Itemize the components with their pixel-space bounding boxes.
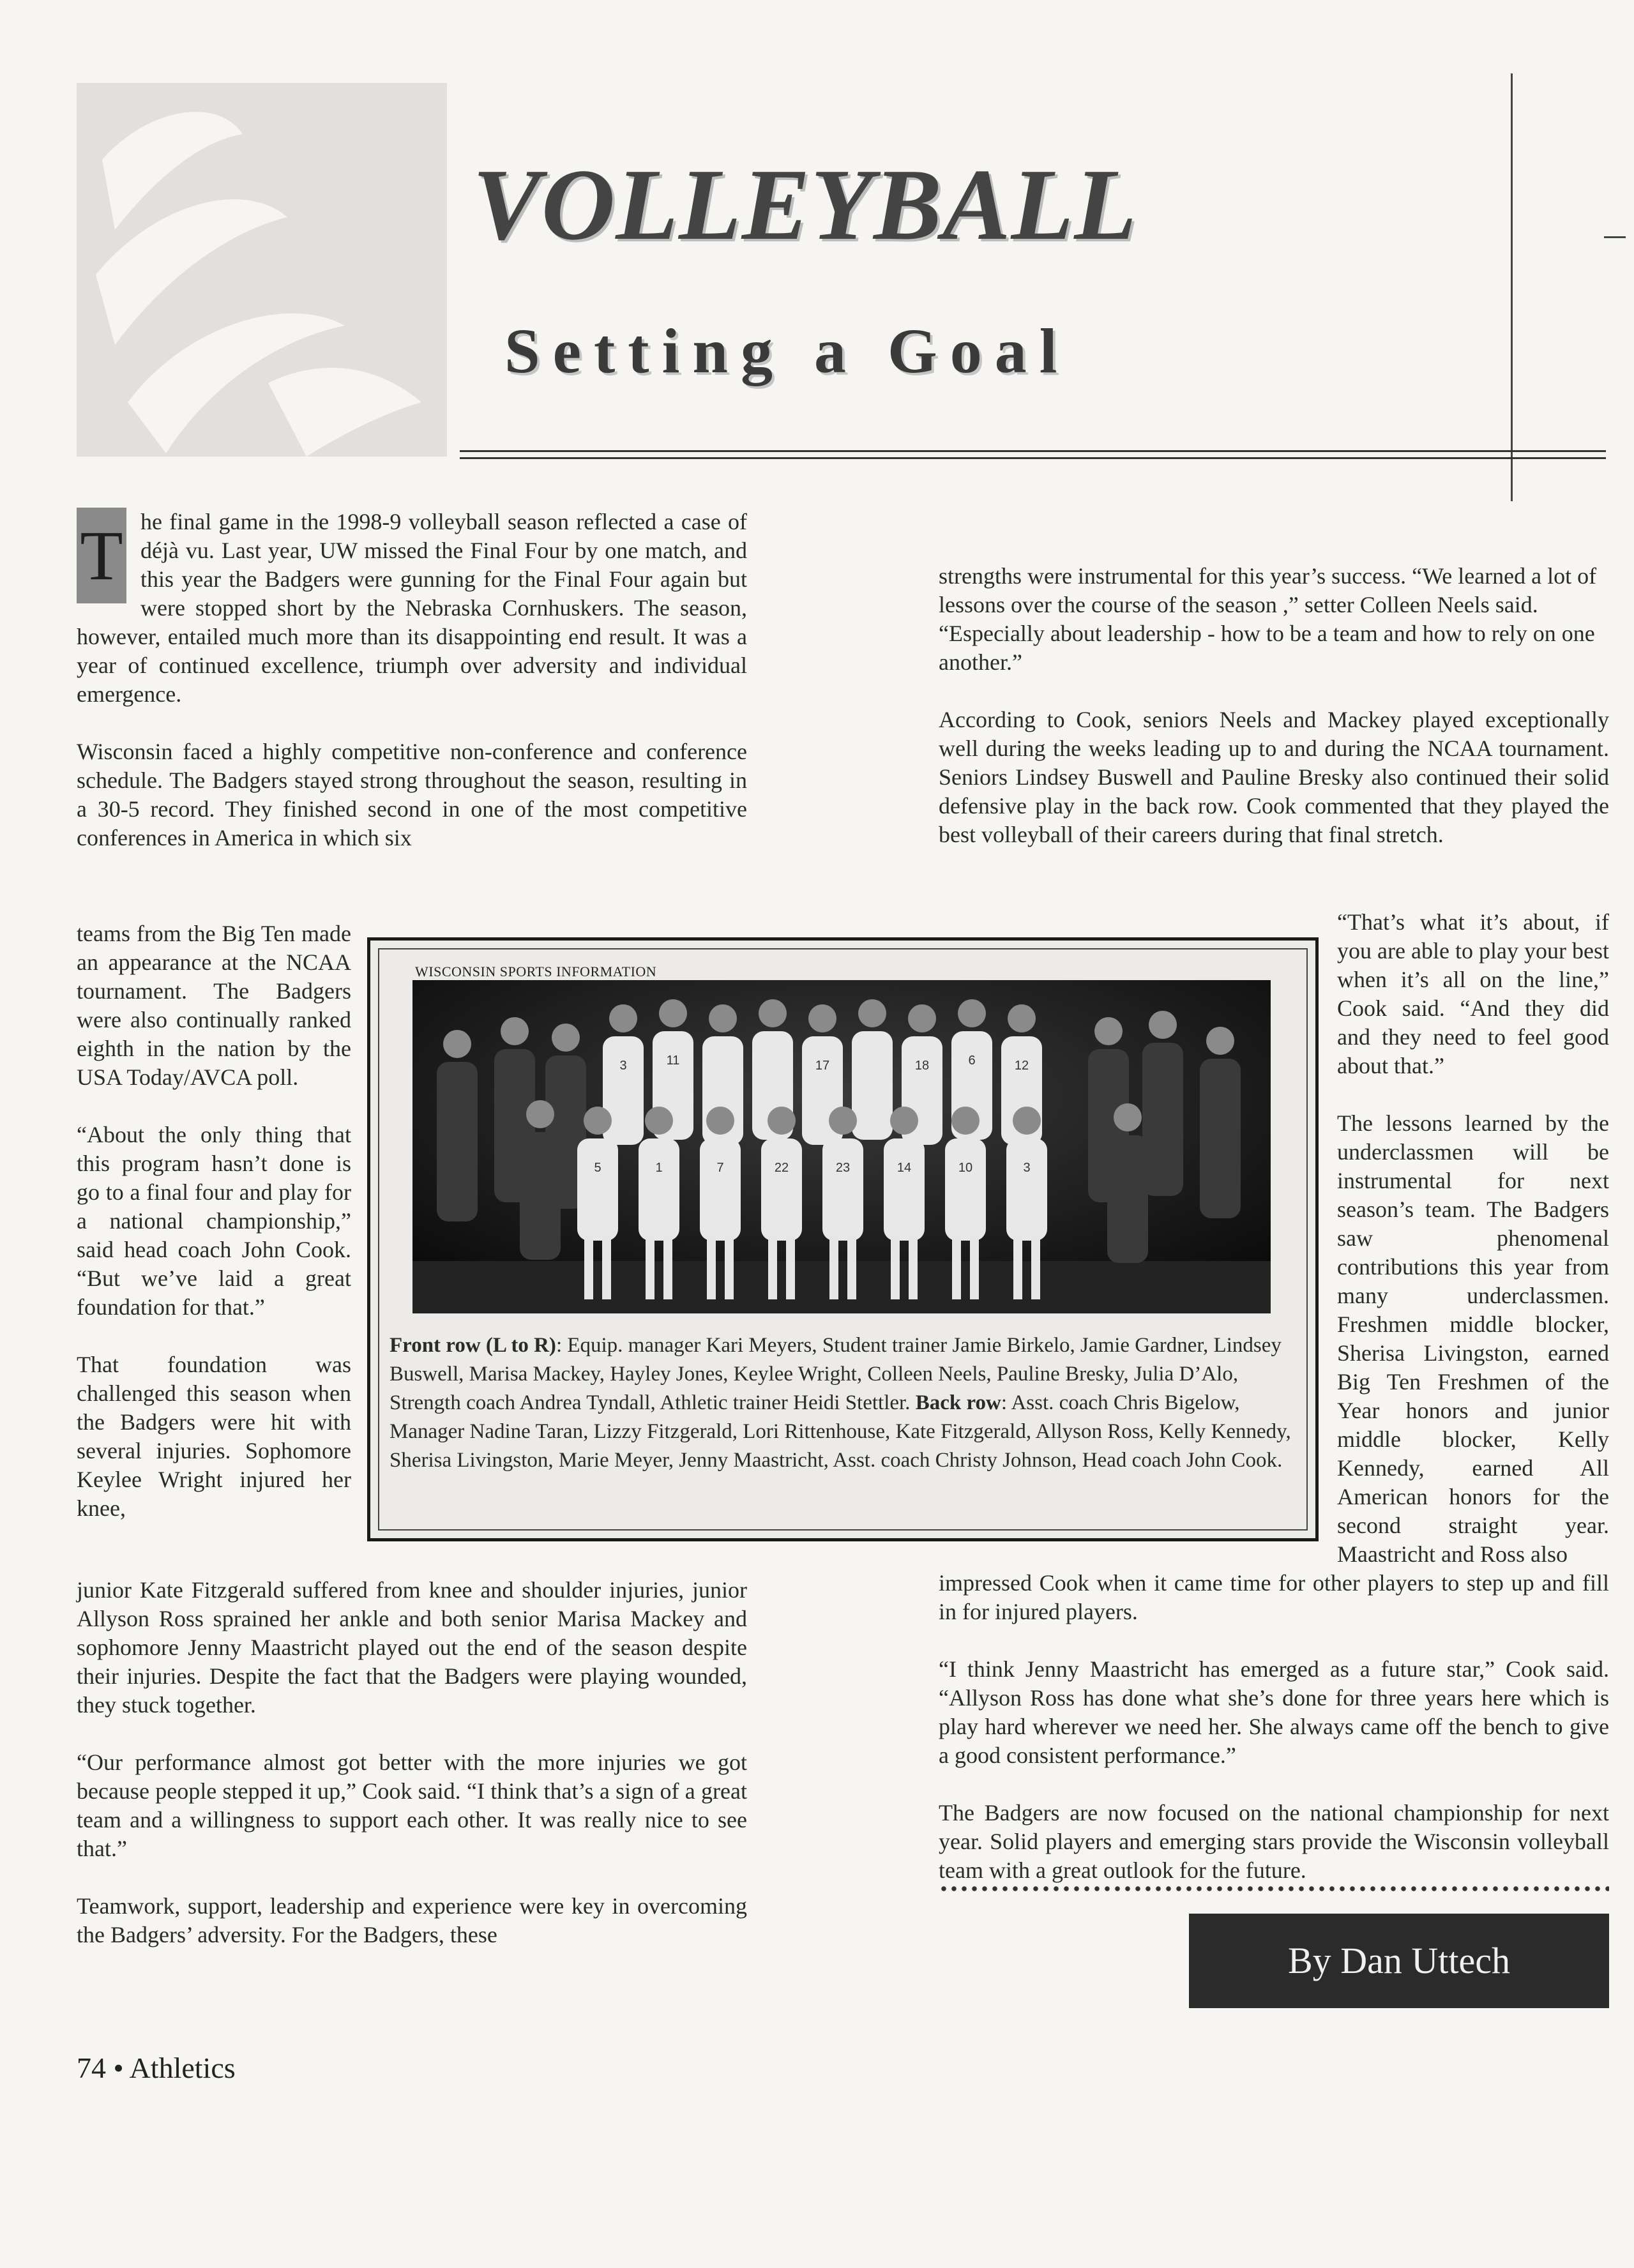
sock xyxy=(1013,1236,1022,1299)
jersey-number: 10 xyxy=(958,1161,973,1175)
jersey-number: 7 xyxy=(716,1161,724,1175)
article-right-bottom xyxy=(939,1569,1609,1914)
divider-tick xyxy=(1604,236,1626,238)
article-paragraph: “Our performance almost got better with the more injuries we got because people stepped it up,” Cook said. “I think that’s a sign of a great team and a willingness to support each other. It was really nice to see that.” xyxy=(77,1750,747,1861)
team-photo-image xyxy=(412,980,1271,1313)
dotted-rule xyxy=(939,1886,1609,1892)
team-photo-box xyxy=(367,937,1319,1541)
jersey-number: 22 xyxy=(774,1161,789,1175)
article-paragraph: The Badgers are now focused on the national championship for next year. Solid players and emerging stars provide the Wisconsin volleyball team with a great outlook for the future. xyxy=(939,1800,1609,1883)
page-footer: 74 • Athletics xyxy=(77,2052,236,2084)
jersey-number: 12 xyxy=(1014,1059,1029,1073)
article-paragraph: Wisconsin faced a highly competitive non-conference and conference schedule. The Badgers stayed strong throughout the season, resulting in a 30-5 record. They finished second in one of the most competitive conferences in America in which six xyxy=(77,739,747,850)
article-right-narrow xyxy=(1337,908,1609,1569)
sock xyxy=(829,1236,838,1299)
drop-cap: T xyxy=(77,508,126,603)
sock xyxy=(891,1236,900,1299)
article-paragraph: “I think Jenny Maastricht has emerged as a future star,” Cook said. “Allyson Ross has done what she’s done for three years here which is play hard wherever we need her. She always came off the bench to give a good consistent performance.” xyxy=(939,1656,1609,1768)
sock xyxy=(602,1236,611,1299)
sock xyxy=(646,1236,654,1299)
article-left-bottom xyxy=(77,1576,747,1978)
jersey-number: 18 xyxy=(914,1059,930,1073)
caption-front-text: : Equip. manager Kari Meyers, Student trainer Jamie Birkelo, Jamie Gardner, Lindsey Buswell, Marisa Mackey, Hayley Jones, Keylee Wright, Colleen Neels, Pauline Bresky, Julia D’Alo, Strength coach Andrea Tyndall, Athletic trainer Heidi Stettler. xyxy=(390,1334,1282,1414)
jersey-number: 1 xyxy=(655,1161,663,1175)
jersey-number: 17 xyxy=(815,1059,830,1073)
article-left-column xyxy=(77,508,747,881)
article-paragraph: impressed Cook when it came time for other players to step up and fill in for injured players. xyxy=(939,1570,1609,1624)
paw-print-graphic xyxy=(77,83,447,457)
jersey-number: 23 xyxy=(835,1161,851,1175)
article-paragraph: he final game in the 1998-9 volleyball season reflected a case of déjà vu. Last year, UW missed the Final Four by one match, and this year the Badgers were gunning for the Final Four again but were stopped short by the Nebraska Cornhuskers. The season, however, entailed much more than its disappointing end result. It was a year of continued excellence, triumph over adversity and individual emergence. xyxy=(77,509,747,707)
page-title: VOLLEYBALL xyxy=(473,147,1138,261)
photo-caption xyxy=(390,1331,1296,1475)
sock xyxy=(663,1236,672,1299)
jersey-number: 3 xyxy=(619,1059,627,1073)
article-paragraph: teams from the Big Ten made an appearance at the NCAA tournament. The Badgers were also continually ranked eighth in the nation by the USA Today/AVCA poll. xyxy=(77,921,351,1090)
article-paragraph: According to Cook, seniors Neels and Mackey played exceptionally well during the weeks leading up to and during the NCAA tournament. Seniors Lindsey Buswell and Pauline Bresky also continued their solid defensive play in the back row. Cook commented that they played the best volleyball of their careers during that final stretch. xyxy=(939,707,1609,847)
photo-credit: WISCONSIN SPORTS INFORMATION xyxy=(415,964,657,979)
sock xyxy=(909,1236,918,1299)
article-paragraph: Teamwork, support, leadership and experience were key in overcoming the Badgers’ adversity. For the Badgers, these xyxy=(77,1893,747,1947)
sock xyxy=(847,1236,856,1299)
article-left-narrow xyxy=(77,919,351,1523)
article-paragraph: junior Kate Fitzgerald suffered from knee and shoulder injuries, junior Allyson Ross sprained her ankle and both senior Marisa Mackey and sophomore Jenny Maastricht played out the end of the season despite their injuries. Despite the fact that the Badgers were playing wounded, they stuck together. xyxy=(77,1577,747,1718)
sock xyxy=(970,1236,979,1299)
jersey-number: 6 xyxy=(968,1054,976,1068)
jersey-number: 11 xyxy=(666,1054,680,1068)
jersey-number: 3 xyxy=(1023,1161,1031,1175)
divider-vertical xyxy=(1511,73,1513,501)
divider-rule xyxy=(460,450,1606,452)
article-paragraph: That foundation was challenged this season when the Badgers were hit with several injuries. Sophomore Keylee Wright injured her knee, xyxy=(77,1352,351,1521)
sock xyxy=(1031,1236,1040,1299)
divider-rule xyxy=(460,457,1606,459)
jersey-number: 5 xyxy=(594,1161,601,1175)
caption-front-label: Front row (L to R) xyxy=(390,1334,556,1357)
sock xyxy=(725,1236,734,1299)
sock xyxy=(952,1236,961,1299)
article-paragraph: strengths were instrumental for this year’s success. “We learned a lot of lessons over the course of the season ,” setter Colleen Neels said. “Especially about leadership - how to be a team and how to rely on one another.” xyxy=(939,563,1597,675)
article-paragraph: “About the only thing that this program hasn’t done is go to a final four and play for a national championship,” said head coach John Cook. “But we’ve laid a great foundation for that.” xyxy=(77,1122,351,1320)
article-paragraph: “That’s what it’s about, if you are able to play your best when it’s all on the line,” Cook said. “And they did and they need to feel good about that.” xyxy=(1337,909,1609,1078)
sock xyxy=(768,1236,777,1299)
article-right-column xyxy=(939,562,1609,878)
article-paragraph: The lessons learned by the underclassmen will be instrumental for next season’s team. The Badgers saw phenomenal contributions this year from many underclassmen. Freshmen middle blocker, Sherisa Livingston, earned Big Ten Freshmen of the Year honors and junior middle blocker, Kelly Kennedy, earned All American honors for the second straight year. Maastricht and Ross also xyxy=(1337,1110,1609,1567)
sock xyxy=(707,1236,716,1299)
team-photo xyxy=(412,980,1271,1313)
sock xyxy=(786,1236,795,1299)
paw-claw-icon xyxy=(77,83,447,457)
jersey-number: 14 xyxy=(896,1161,912,1175)
caption-back-label: Back row xyxy=(915,1391,1001,1414)
sock xyxy=(584,1236,593,1299)
byline: By Dan Uttech xyxy=(1288,1940,1510,1981)
caption-back-text: : Asst. coach Chris Bigelow, Manager Nadine Taran, Lizzy Fitzgerald, Lori Rittenhouse, Kate Fitzgerald, Allyson Ross, Kelly Kennedy, Sherisa Livingston, Marie Meyer, Jenny Maastricht, Asst. coach Christy Johnson, Head coach John Cook. xyxy=(390,1391,1291,1472)
page-subtitle: Setting a Goal xyxy=(504,315,1070,386)
